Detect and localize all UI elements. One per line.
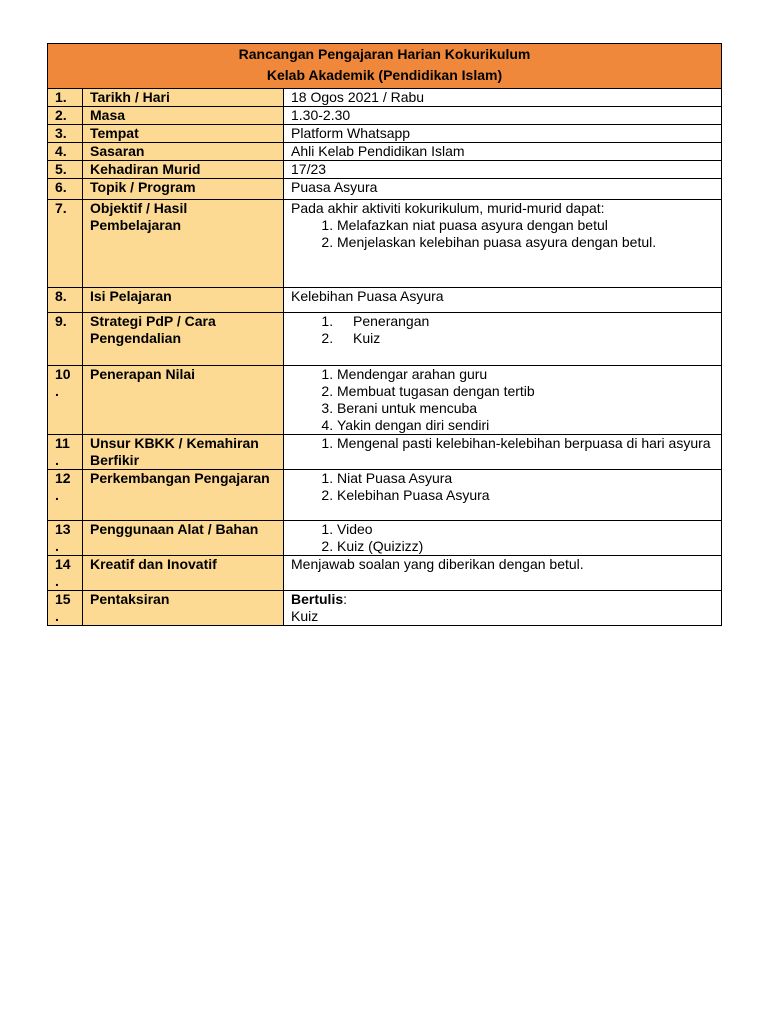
assessment-colon: : <box>343 591 348 607</box>
row-label: Kreatif dan Inovatif <box>83 556 284 591</box>
list-item: 1. Video <box>337 521 714 538</box>
objective-list <box>291 217 714 251</box>
table-row <box>48 200 722 288</box>
row-number-text: 11 . <box>55 435 70 468</box>
row-number: 9. <box>48 313 83 366</box>
row-number-text: 13 . <box>55 521 71 554</box>
row-value: Puasa Asyura <box>284 179 722 200</box>
list-item: 1. Niat Puasa Asyura <box>337 470 714 487</box>
table-row <box>48 143 722 161</box>
row-value <box>284 521 722 556</box>
row-number-text: 15 . <box>55 591 71 624</box>
list-item: 2. Kelebihan Puasa Asyura <box>337 487 714 504</box>
table-row <box>48 470 722 521</box>
table-row <box>48 313 722 366</box>
list-item: 2. Menjelaskan kelebihan puasa asyura dengan betul. <box>337 234 714 251</box>
table-row <box>48 89 722 107</box>
row-number: 2. <box>48 107 83 125</box>
row-value: Platform Whatsapp <box>284 125 722 143</box>
table-row <box>48 366 722 435</box>
row-value: Menjawab soalan yang diberikan dengan betul. <box>284 556 722 591</box>
objective-intro: Pada akhir aktiviti kokurikulum, murid-murid dapat: <box>291 200 605 216</box>
row-number <box>48 435 83 470</box>
table-row <box>48 435 722 470</box>
row-value: Kelebihan Puasa Asyura <box>284 288 722 313</box>
row-number: 6. <box>48 179 83 200</box>
row-label: Penggunaan Alat / Bahan <box>83 521 284 556</box>
row-value: Ahli Kelab Pendidikan Islam <box>284 143 722 161</box>
list-item: 1. Penerangan <box>337 313 714 330</box>
assessment-type-label: Bertulis <box>291 591 344 607</box>
development-list <box>291 470 714 504</box>
row-number <box>48 556 83 591</box>
table-row <box>48 288 722 313</box>
table-row <box>48 556 722 591</box>
table-row <box>48 107 722 125</box>
row-value <box>284 313 722 366</box>
row-label: Tempat <box>83 125 284 143</box>
list-item: 2. Membuat tugasan dengan tertib <box>337 383 714 400</box>
row-number-text: 14 . <box>55 556 71 589</box>
list-item: 1. Melafazkan niat puasa asyura dengan betul <box>337 217 714 234</box>
table-title <box>48 44 722 89</box>
row-value <box>284 200 722 288</box>
row-value: 17/23 <box>284 161 722 179</box>
row-value: 18 Ogos 2021 / Rabu <box>284 89 722 107</box>
row-value <box>284 435 722 470</box>
title-line-1: Rancangan Pengajaran Harian Kokurikulum <box>238 46 531 62</box>
row-value <box>284 366 722 435</box>
table-row <box>48 521 722 556</box>
row-value <box>284 591 722 626</box>
row-label: Penerapan Nilai <box>83 366 284 435</box>
title-line-2: Kelab Akademik (Pendidikan Islam) <box>266 67 503 83</box>
row-value <box>284 470 722 521</box>
table-row <box>48 591 722 626</box>
assessment-type <box>291 591 714 608</box>
row-label: Topik / Program <box>83 179 284 200</box>
row-label: Pentaksiran <box>83 591 284 626</box>
row-number <box>48 366 83 435</box>
lesson-plan-table <box>47 43 722 626</box>
row-number <box>48 591 83 626</box>
row-number: 7. <box>48 200 83 288</box>
row-number-text: 10 . <box>55 366 71 399</box>
row-label: Masa <box>83 107 284 125</box>
list-item: 1. Mendengar arahan guru <box>337 366 714 383</box>
list-item: 2. Kuiz (Quizizz) <box>337 538 714 555</box>
row-label: Isi Pelajaran <box>83 288 284 313</box>
row-value: 1.30-2.30 <box>284 107 722 125</box>
row-label: Perkembangan Pengajaran <box>83 470 284 521</box>
list-item: 3. Berani untuk mencuba <box>337 400 714 417</box>
row-number <box>48 470 83 521</box>
strategy-list <box>291 313 714 347</box>
row-number-text: 12 . <box>55 470 71 503</box>
row-number: 3. <box>48 125 83 143</box>
row-number <box>48 521 83 556</box>
list-item: 1. Mengenal pasti kelebihan-kelebihan berpuasa di hari asyura <box>337 435 714 452</box>
row-label: Strategi PdP / Cara Pengendalian <box>83 313 284 366</box>
table-row <box>48 161 722 179</box>
row-number: 1. <box>48 89 83 107</box>
list-item: 2. Kuiz <box>337 330 714 347</box>
list-item: 4. Yakin dengan diri sendiri <box>337 417 714 434</box>
assessment-method: Kuiz <box>291 608 319 624</box>
table-row <box>48 125 722 143</box>
row-label: Unsur KBKK / Kemahiran Berfikir <box>83 435 284 470</box>
row-number: 8. <box>48 288 83 313</box>
row-label: Kehadiran Murid <box>83 161 284 179</box>
table-title-row <box>48 44 722 89</box>
row-label: Objektif / Hasil Pembelajaran <box>83 200 284 288</box>
row-label: Sasaran <box>83 143 284 161</box>
row-number: 5. <box>48 161 83 179</box>
row-label: Tarikh / Hari <box>83 89 284 107</box>
kbkk-list <box>291 435 714 452</box>
table-row <box>48 179 722 200</box>
values-list <box>291 366 714 434</box>
row-number: 4. <box>48 143 83 161</box>
materials-list <box>291 521 714 555</box>
